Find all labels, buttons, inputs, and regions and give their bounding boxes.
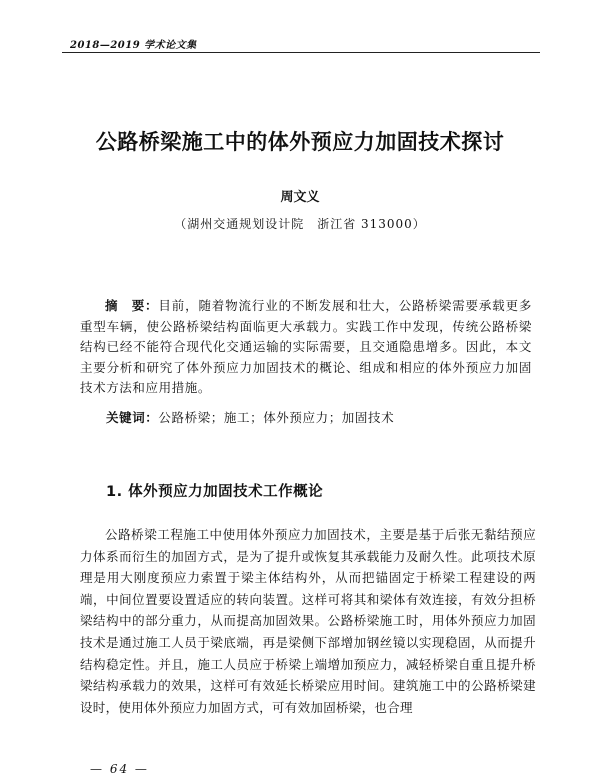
- running-header: 2018—2019 学术论文集: [70, 40, 197, 51]
- keywords: [106, 408, 536, 426]
- page-number: — 64 —: [90, 762, 149, 776]
- body-paragraph: 公路桥梁工程施工中使用体外预应力加固技术，主要是基于后张无黏结预应力体系而衍生的加固方式，是为了提升或恢复其承载能力及耐久性。此项技术原理是用大刚度预应力索置于梁主体结构外，从而把锚固定于桥梁工程建设的两端，中间位置要设置适应的转向装置。这样可将其和梁体有效连接，有效分担桥梁结构中的部分重力，从而提高加固效果。公路桥梁施工时，用体外预应力加固技术是通过施工人员于梁底端，再是梁侧下部增加钢丝镜以实现稳固，从而提升结构稳定性。并且，施工人员应于桥梁上端增加预应力，减轻桥梁自重且提升桥梁结构承载力的效果，这样可有效延长桥梁应用时间。建筑施工中的公路桥梁建设时，使用体外预应力加固方式，可有效加固桥梁，也合理: [80, 527, 536, 715]
- header-divider: [62, 52, 540, 53]
- section-heading: 1. 体外预应力加固技术工作概论: [106, 484, 324, 500]
- keywords-label: 关键词：: [106, 410, 159, 425]
- author-name: 周文义: [280, 190, 320, 205]
- abstract-text: 目前，随着物流行业的不断发展和壮大，公路桥梁需要承载更多重型车辆，使公路桥梁结构面临更大承载力。实践工作中发现，传统公路桥梁结构已经不能符合现代化交通运输的实际需要，且交通隐患增多。因此，本文主要分析和研究了体外预应力加固技术的概论、组成和相应的体外预应力加固技术方法和应用措施。: [80, 298, 532, 395]
- abstract: [80, 296, 532, 399]
- keywords-text: 公路桥梁；施工；体外预应力；加固技术: [158, 410, 395, 425]
- article-title: 公路桥梁施工中的体外预应力加固技术探讨: [95, 130, 505, 154]
- author-affiliation: （湖州交通规划设计院 浙江省 313000）: [174, 217, 426, 231]
- abstract-label: 摘 要：: [105, 298, 159, 313]
